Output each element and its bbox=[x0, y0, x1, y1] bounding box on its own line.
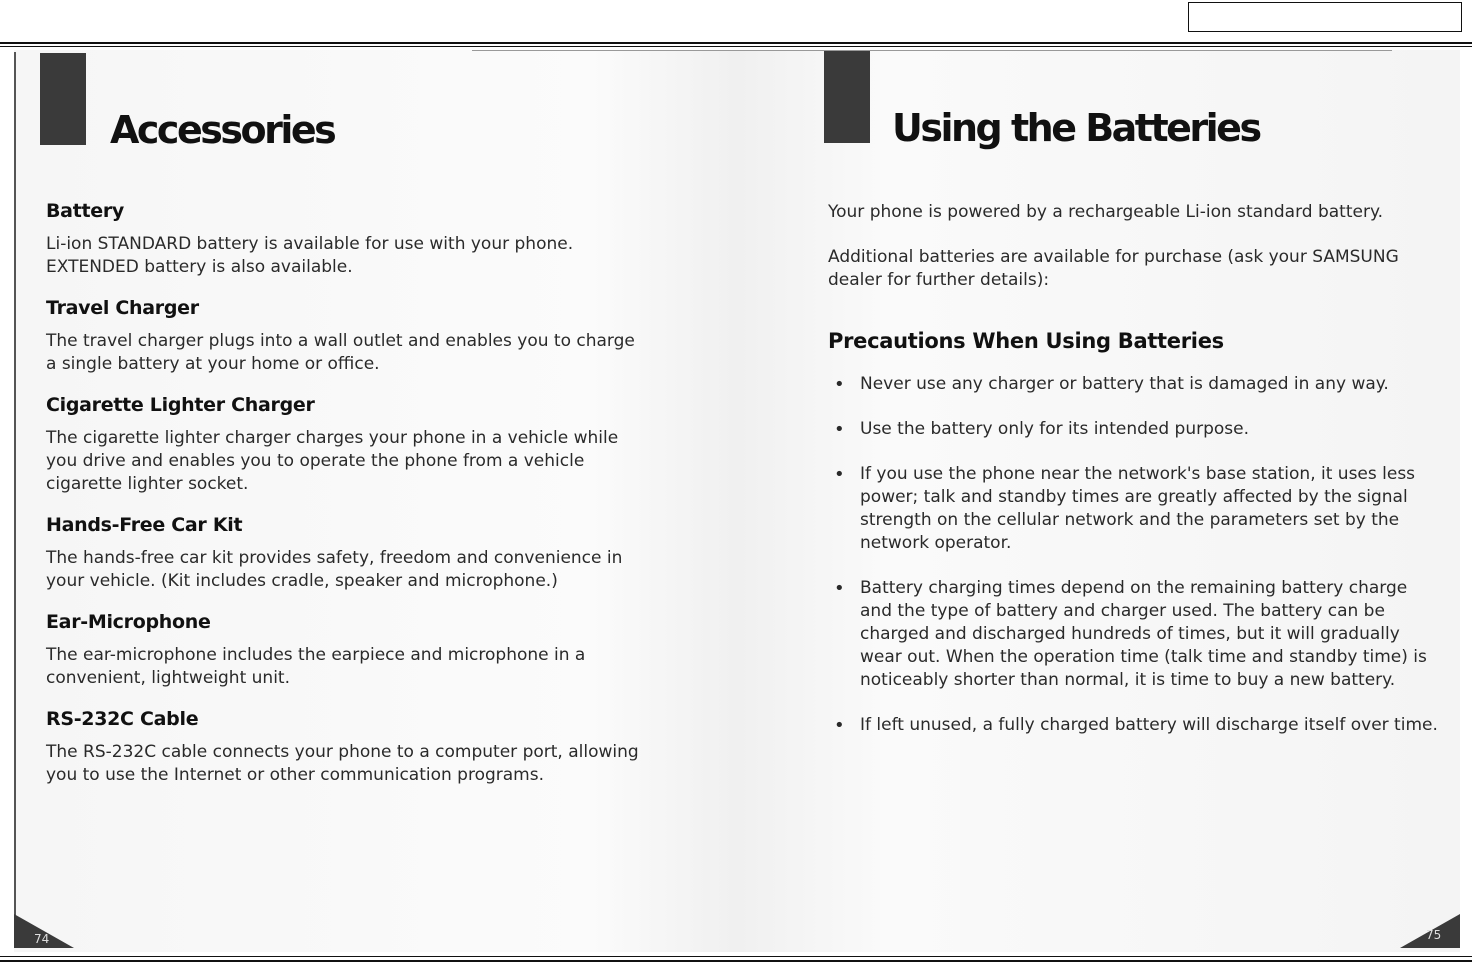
top-rule-thin bbox=[0, 46, 1472, 47]
accessories-list bbox=[46, 200, 646, 805]
precaution-text: Use the battery only for its intended purpose. bbox=[860, 419, 1250, 439]
bullet-icon: • bbox=[834, 464, 845, 485]
accessory-text: The cigarette lighter charger charges your phone in a vehicle while you drive and enables you to operate the phone from a vehicle cigarette lighter socket. bbox=[46, 428, 619, 494]
accessory-heading: RS-232C Cable bbox=[46, 708, 199, 730]
bullet-icon: • bbox=[834, 374, 845, 395]
page-title-using-batteries: Using the Batteries bbox=[892, 106, 1260, 150]
precaution-text: Never use any charger or battery that is damaged in any way. bbox=[860, 374, 1389, 394]
precautions-list bbox=[828, 373, 1438, 737]
accessory-cigarette-lighter-charger bbox=[46, 394, 646, 496]
precautions-heading: Precautions When Using Batteries bbox=[828, 329, 1224, 353]
batteries-content bbox=[828, 201, 1438, 759]
precaution-item bbox=[828, 463, 1438, 555]
top-rule bbox=[0, 42, 1472, 44]
accessory-heading: Battery bbox=[46, 200, 125, 222]
accessory-text: The RS-232C cable connects your phone to a computer port, allowing you to use the Internet or other communication programs. bbox=[46, 742, 639, 785]
accessory-battery bbox=[46, 200, 646, 279]
precaution-item bbox=[828, 714, 1438, 737]
bullet-icon: • bbox=[834, 419, 845, 440]
accessory-travel-charger bbox=[46, 297, 646, 376]
accessory-text: The ear-microphone includes the earpiece and microphone in a convenient, lightweight unit. bbox=[46, 645, 586, 688]
accessory-ear-microphone bbox=[46, 611, 646, 690]
accessory-heading: Ear-Microphone bbox=[46, 611, 211, 633]
bottom-rule bbox=[0, 960, 1472, 962]
page-left-edge bbox=[14, 52, 16, 948]
accessory-heading: Hands-Free Car Kit bbox=[46, 514, 243, 536]
page-top-line bbox=[472, 50, 1392, 51]
accessory-rs232c-cable bbox=[46, 708, 646, 787]
precaution-item bbox=[828, 577, 1438, 692]
accessory-hands-free-car-kit bbox=[46, 514, 646, 593]
page-number-left: 74 bbox=[34, 932, 50, 946]
page-number-right: 75 bbox=[1426, 928, 1442, 942]
precaution-item bbox=[828, 418, 1438, 441]
accessory-heading: Travel Charger bbox=[46, 297, 199, 319]
bullet-icon: • bbox=[834, 578, 845, 599]
accessory-text: The travel charger plugs into a wall outlet and enables you to charge a single battery at your home or office. bbox=[46, 331, 635, 374]
left-title-block bbox=[40, 53, 86, 145]
precaution-text: If you use the phone near the network's base station, it uses less power; talk and standby times are greatly affected by the signal strength on the cellular network and the parameters set by the network operator. bbox=[860, 464, 1416, 553]
intro-paragraph: Your phone is powered by a rechargeable Li-ion standard battery. bbox=[828, 202, 1383, 222]
page-title-accessories: Accessories bbox=[110, 108, 335, 152]
accessory-text: Li-ion STANDARD battery is available for use with your phone. EXTENDED battery is also available. bbox=[46, 234, 574, 277]
bullet-icon: • bbox=[834, 715, 845, 736]
precaution-item bbox=[828, 373, 1438, 396]
accessory-heading: Cigarette Lighter Charger bbox=[46, 394, 315, 416]
bottom-rule-thin bbox=[0, 956, 1472, 957]
right-title-block bbox=[824, 51, 870, 143]
precaution-text: Battery charging times depend on the remaining battery charge and the type of battery and charger used. The battery can be charged and discharged hundreds of times, but it will gradually wear out. When the operation time (talk time and standby time) is noticeably shorter than normal, it is time to buy a new battery. bbox=[860, 578, 1427, 690]
precaution-text: If left unused, a fully charged battery will discharge itself over time. bbox=[860, 715, 1438, 735]
intro-paragraph: Additional batteries are available for purchase (ask your SAMSUNG dealer for further details): bbox=[828, 247, 1399, 290]
accessory-text: The hands-free car kit provides safety, freedom and convenience in your vehicle. (Kit includes cradle, speaker and microphone.) bbox=[46, 548, 623, 591]
header-box bbox=[1188, 2, 1462, 32]
